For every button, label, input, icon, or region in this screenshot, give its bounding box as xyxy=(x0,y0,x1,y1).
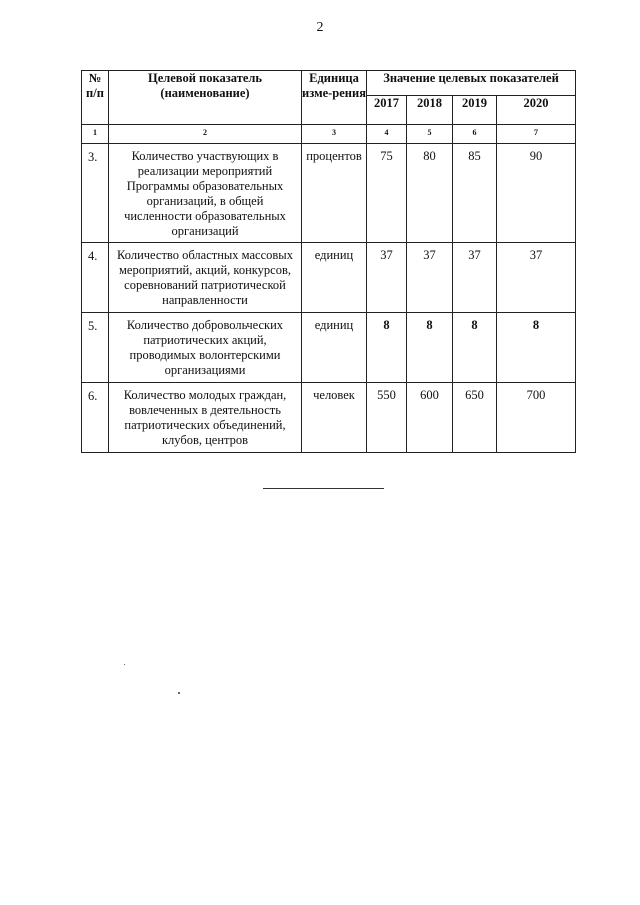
table-row xyxy=(82,243,576,313)
row-number: 6. xyxy=(82,383,109,453)
scan-speck xyxy=(178,692,180,694)
scan-speck xyxy=(124,664,125,665)
value-cell: 85 xyxy=(453,144,497,243)
indicator-name: Количество добровольческих патриотических акций, проводимых волонтерскими организациями xyxy=(109,313,302,383)
column-index: 3 xyxy=(302,125,367,144)
header-year: 2020 xyxy=(497,96,576,125)
page-number: 2 xyxy=(316,20,324,35)
value-cell: 8 xyxy=(407,313,453,383)
value-cell: 8 xyxy=(497,313,576,383)
value-cell: 700 xyxy=(497,383,576,453)
column-index: 5 xyxy=(407,125,453,144)
unit-cell: процентов xyxy=(302,144,367,243)
value-cell: 90 xyxy=(497,144,576,243)
value-cell: 37 xyxy=(367,243,407,313)
header-year: 2018 xyxy=(407,96,453,125)
header-values-group: Значение целевых показателей xyxy=(367,71,576,96)
column-index: 2 xyxy=(109,125,302,144)
header-year: 2017 xyxy=(367,96,407,125)
value-cell: 37 xyxy=(453,243,497,313)
header-row-top xyxy=(82,71,576,96)
header-number: № п/п xyxy=(82,71,109,125)
column-index: 4 xyxy=(367,125,407,144)
table-row xyxy=(82,313,576,383)
column-index: 1 xyxy=(82,125,109,144)
target-indicators-table xyxy=(81,70,576,453)
value-cell: 8 xyxy=(367,313,407,383)
row-number: 4. xyxy=(82,243,109,313)
value-cell: 8 xyxy=(453,313,497,383)
header-unit: Единица изме-рения xyxy=(302,71,367,125)
header-indicator-name: Целевой показатель (наименование) xyxy=(109,71,302,125)
indicator-name: Количество областных массовых мероприятий, акций, конкурсов, соревнований патриотической направленности xyxy=(109,243,302,313)
value-cell: 75 xyxy=(367,144,407,243)
value-cell: 37 xyxy=(407,243,453,313)
value-cell: 600 xyxy=(407,383,453,453)
row-number: 3. xyxy=(82,144,109,243)
header-year: 2019 xyxy=(453,96,497,125)
indicator-name: Количество участвующих в реализации мероприятий Программы образовательных организаций, в общей численности образовательных организаций xyxy=(109,144,302,243)
value-cell: 80 xyxy=(407,144,453,243)
row-number: 5. xyxy=(82,313,109,383)
value-cell: 550 xyxy=(367,383,407,453)
end-of-table-rule xyxy=(263,488,384,489)
unit-cell: единиц xyxy=(302,313,367,383)
column-index-row xyxy=(82,125,576,144)
unit-cell: единиц xyxy=(302,243,367,313)
table-row xyxy=(82,144,576,243)
unit-cell: человек xyxy=(302,383,367,453)
value-cell: 37 xyxy=(497,243,576,313)
column-index: 6 xyxy=(453,125,497,144)
value-cell: 650 xyxy=(453,383,497,453)
table-row xyxy=(82,383,576,453)
indicator-name: Количество молодых граждан, вовлеченных в деятельность патриотических объединений, клубов, центров xyxy=(109,383,302,453)
column-index: 7 xyxy=(497,125,576,144)
